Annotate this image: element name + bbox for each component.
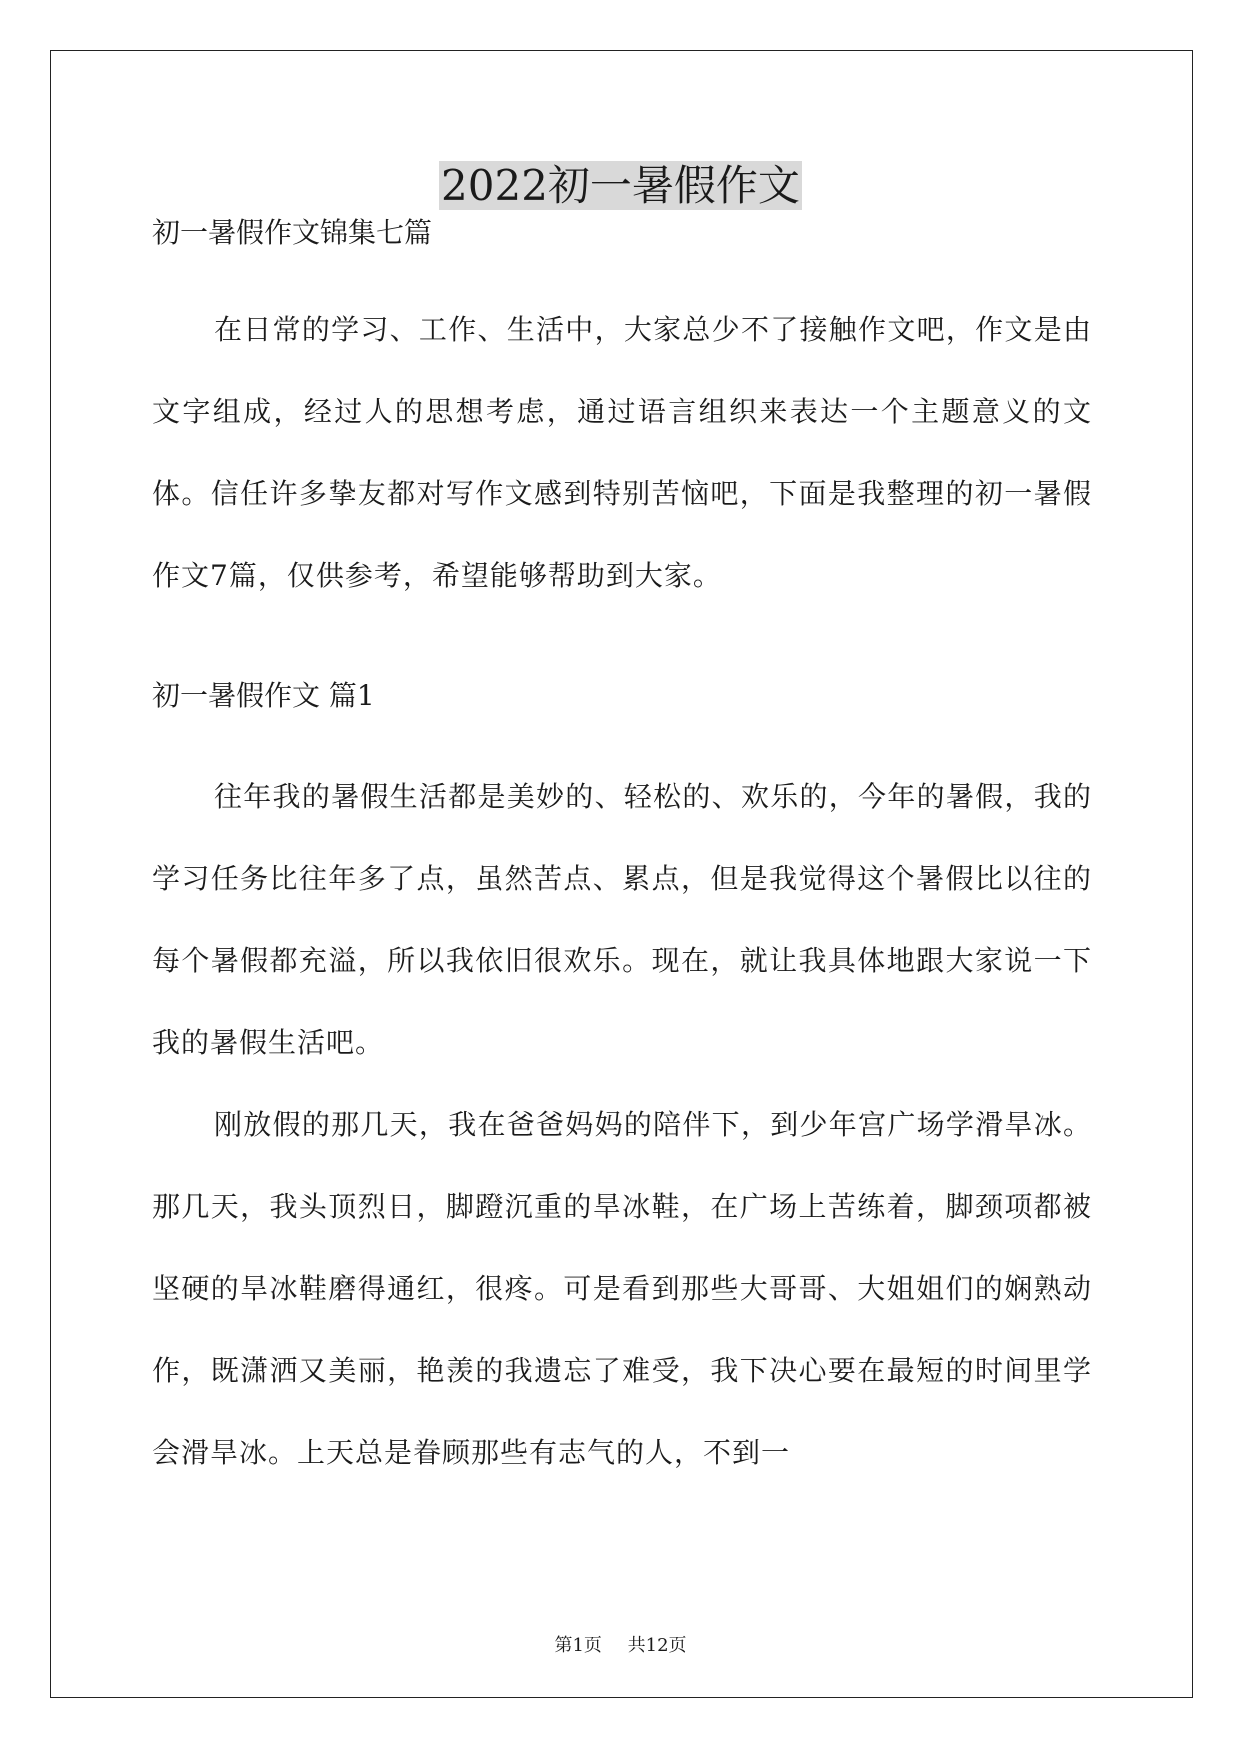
document-title <box>0 160 1241 212</box>
page-footer <box>0 1634 1241 1658</box>
section-paragraph: 刚放假的那几天，我在爸爸妈妈的陪伴下，到少年宫广场学滑旱冰。那几天，我头顶烈日，脚蹬沉重的旱冰鞋，在广场上苦练着，脚颈项都被坚硬的旱冰鞋磨得通红，很疼。可是看到那些大哥哥、大姐姐们的娴熟动作，既潇洒又美丽，艳羡的我遗忘了难受，我下决心要在最短的时间里学会滑旱冰。上天总是眷顾那些有志气的人，不到一 <box>152 1108 1092 1469</box>
section-heading: 初一暑假作文 篇1 <box>152 679 375 712</box>
section-paragraph: 往年我的暑假生活都是美妙的、轻松的、欢乐的，今年的暑假，我的学习任务比往年多了点，虽然苦点、累点，但是我觉得这个暑假比以往的每个暑假都充溢，所以我依旧很欢乐。现在，就让我具体地跟大家说一下我的暑假生活吧。 <box>152 780 1092 1059</box>
page-number-total: 共12页 <box>627 1635 687 1656</box>
document-subtitle: 初一暑假作文锦集七篇 <box>152 216 433 249</box>
document-title-text: 2022初一暑假作文 <box>441 161 800 210</box>
page-number-current: 第1页 <box>554 1635 602 1656</box>
intro-paragraph: 在日常的学习、工作、生活中，大家总少不了接触作文吧，作文是由文字组成，经过人的思想考虑，通过语言组织来表达一个主题意义的文体。信任许多挚友都对写作文感到特别苦恼吧，下面是我整理的初一暑假作文7篇，仅供参考，希望能够帮助到大家。 <box>152 313 1092 592</box>
